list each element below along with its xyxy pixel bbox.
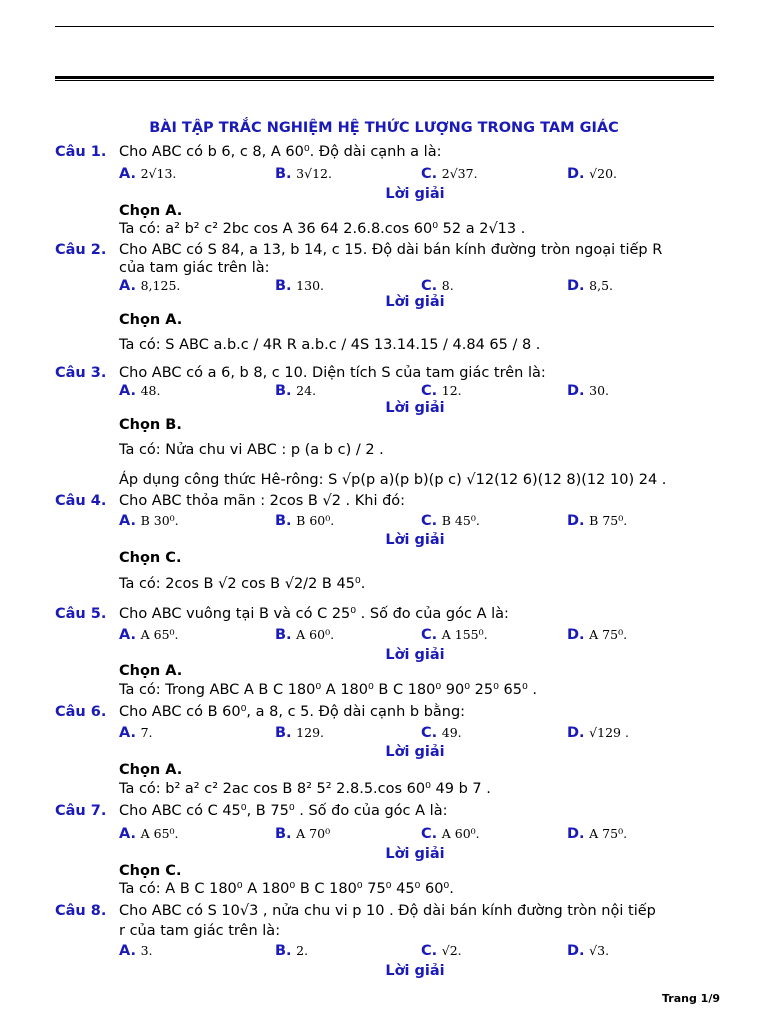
option-value: 129. [296,725,325,740]
answer-option [567,626,627,644]
option-key: C. [421,513,438,529]
option-value: B 30⁰. [140,513,179,528]
answer-option [567,165,617,183]
text-line: Ta có: a² b² c² 2bc cos A 36 64 2.6.8.cos 60⁰ 52 a 2√13 . [119,221,526,237]
answer-option [421,382,462,400]
option-key: A. [119,943,136,959]
chosen-answer: Chọn A. [119,203,183,219]
option-key: A. [119,278,136,294]
option-value: 24. [296,383,317,398]
solution-heading: Lời giải [385,186,445,202]
text-line: Ta có: S ABC a.b.c / 4R R a.b.c / 4S 13.14.15 / 4.84 65 / 8 . [119,337,541,353]
answer-option [275,626,334,644]
option-key: A. [119,166,136,182]
option-value: √20. [589,166,618,181]
answer-option [119,942,153,960]
option-key: D. [567,627,585,643]
answer-option [275,825,330,843]
option-value: 48. [140,383,161,398]
option-value: √3. [589,943,610,958]
question-text: Cho ABC thỏa mãn : 2cos B √2 . Khi đó: [119,493,406,509]
option-key: B. [275,513,292,529]
option-value: 8. [441,278,454,293]
page-title: BÀI TẬP TRẮC NGHIỆM HỆ THỨC LƯỢNG TRONG TAM GIÁC [149,120,619,136]
option-value: 130. [296,278,325,293]
answer-option [567,825,627,843]
option-value: 30. [589,383,610,398]
answer-option [421,512,480,530]
answer-option [119,165,176,183]
answer-option [421,942,462,960]
option-key: B. [275,383,292,399]
option-value: 3√12. [296,166,332,181]
chosen-answer: Chọn A. [119,762,183,778]
option-value: √129 . [589,725,629,740]
question-number: Câu 8. [55,903,107,919]
option-value: B 75⁰. [589,513,628,528]
solution-heading: Lời giải [385,400,445,416]
question-number: Câu 1. [55,144,107,160]
option-key: A. [119,826,136,842]
option-value: 8,125. [140,278,181,293]
option-value: 8,5. [589,278,614,293]
option-key: B. [275,943,292,959]
answer-option [119,382,161,400]
question-text: Cho ABC có S 10√3 , nửa chu vi p 10 . Độ dài bán kính đường tròn nội tiếp [119,903,656,919]
option-key: B. [275,725,292,741]
text-line: Ta có: Trong ABC A B C 180⁰ A 180⁰ B C 180⁰ 90⁰ 25⁰ 65⁰ . [119,682,538,698]
option-value: 49. [441,725,462,740]
answer-option [567,382,609,400]
solution-heading: Lời giải [385,294,445,310]
option-key: D. [567,513,585,529]
solution-heading: Lời giải [385,532,445,548]
answer-option [421,626,488,644]
solution-heading: Lời giải [385,846,445,862]
option-value: A 155⁰. [441,627,488,642]
option-value: A 60⁰. [441,826,480,841]
chosen-answer: Chọn A. [119,312,183,328]
option-key: D. [567,943,585,959]
answer-option [567,724,629,742]
option-key: A. [119,513,136,529]
option-value: A 65⁰. [140,826,179,841]
question-text: Cho ABC có a 6, b 8, c 10. Diện tích S của tam giác trên là: [119,365,546,381]
answer-option [119,825,179,843]
option-key: B. [275,627,292,643]
answer-option [275,724,324,742]
header-rule-thick-second [55,80,714,81]
option-value: 3. [140,943,153,958]
answer-option [119,626,179,644]
option-key: C. [421,826,438,842]
option-key: D. [567,383,585,399]
answer-option [421,724,462,742]
option-value: B 45⁰. [441,513,480,528]
answer-option [275,382,316,400]
answer-option [421,165,478,183]
option-key: A. [119,627,136,643]
option-value: A 75⁰. [589,826,628,841]
option-key: C. [421,943,438,959]
solution-heading: Lời giải [385,963,445,979]
option-value: 12. [441,383,462,398]
option-key: B. [275,166,292,182]
option-value: 2. [296,943,309,958]
option-key: C. [421,725,438,741]
question-number: Câu 7. [55,803,107,819]
question-text: Cho ABC có b 6, c 8, A 60⁰. Độ dài cạnh a là: [119,144,442,160]
option-value: √2. [441,943,462,958]
chosen-answer: Chọn A. [119,663,183,679]
question-text: Cho ABC có S 84, a 13, b 14, c 15. Độ dài bán kính đường tròn ngoại tiếp R [119,242,663,258]
question-text: Cho ABC có B 60⁰, a 8, c 5. Độ dài cạnh b bằng: [119,704,466,720]
text-line: Ta có: Nửa chu vi ABC : p (a b c) / 2 . [119,442,384,458]
answer-option [119,724,153,742]
option-value: 7. [140,725,153,740]
solution-heading: Lời giải [385,744,445,760]
answer-option [421,825,480,843]
option-key: D. [567,278,585,294]
answer-option [119,512,179,530]
header-rule-thin [55,26,714,27]
answer-option [275,942,308,960]
solution-heading: Lời giải [385,647,445,663]
option-value: A 75⁰. [589,627,628,642]
option-value: A 70⁰ [296,826,331,841]
question-text: Cho ABC vuông tại B và có C 25⁰ . Số đo của góc A là: [119,606,509,622]
chosen-answer: Chọn C. [119,863,182,879]
option-key: B. [275,278,292,294]
chosen-answer: Chọn C. [119,550,182,566]
answer-option [567,942,609,960]
question-number: Câu 4. [55,493,107,509]
option-key: A. [119,383,136,399]
text-line: r của tam giác trên là: [119,923,281,939]
option-key: C. [421,166,438,182]
text-line: Áp dụng công thức Hê-rông: S √p(p a)(p b)(p c) √12(12 6)(12 8)(12 10) 24 . [119,472,667,488]
question-text: Cho ABC có C 45⁰, B 75⁰ . Số đo của góc A là: [119,803,448,819]
option-value: 2√37. [441,166,478,181]
text-line: Ta có: A B C 180⁰ A 180⁰ B C 180⁰ 75⁰ 45⁰ 60⁰. [119,881,454,897]
question-number: Câu 2. [55,242,107,258]
text-line: Ta có: b² a² c² 2ac cos B 8² 5² 2.8.5.cos 60⁰ 49 b 7 . [119,781,491,797]
option-value: 2√13. [140,166,177,181]
option-key: C. [421,383,438,399]
chosen-answer: Chọn B. [119,417,182,433]
option-key: D. [567,725,585,741]
option-key: D. [567,166,585,182]
option-key: C. [421,278,438,294]
option-key: D. [567,826,585,842]
option-value: A 65⁰. [140,627,179,642]
page-number: Trang 1/9 [661,992,720,1005]
question-number: Câu 6. [55,704,107,720]
option-value: B 60⁰. [296,513,335,528]
text-line: Ta có: 2cos B √2 cos B √2/2 B 45⁰. [119,576,366,592]
text-line: của tam giác trên là: [119,260,270,276]
question-number: Câu 5. [55,606,107,622]
option-key: A. [119,725,136,741]
option-key: B. [275,826,292,842]
answer-option [275,165,332,183]
header-rule-thick [55,76,714,79]
answer-option [275,512,334,530]
option-key: C. [421,627,438,643]
option-value: A 60⁰. [296,627,335,642]
answer-option [567,512,627,530]
question-number: Câu 3. [55,365,107,381]
